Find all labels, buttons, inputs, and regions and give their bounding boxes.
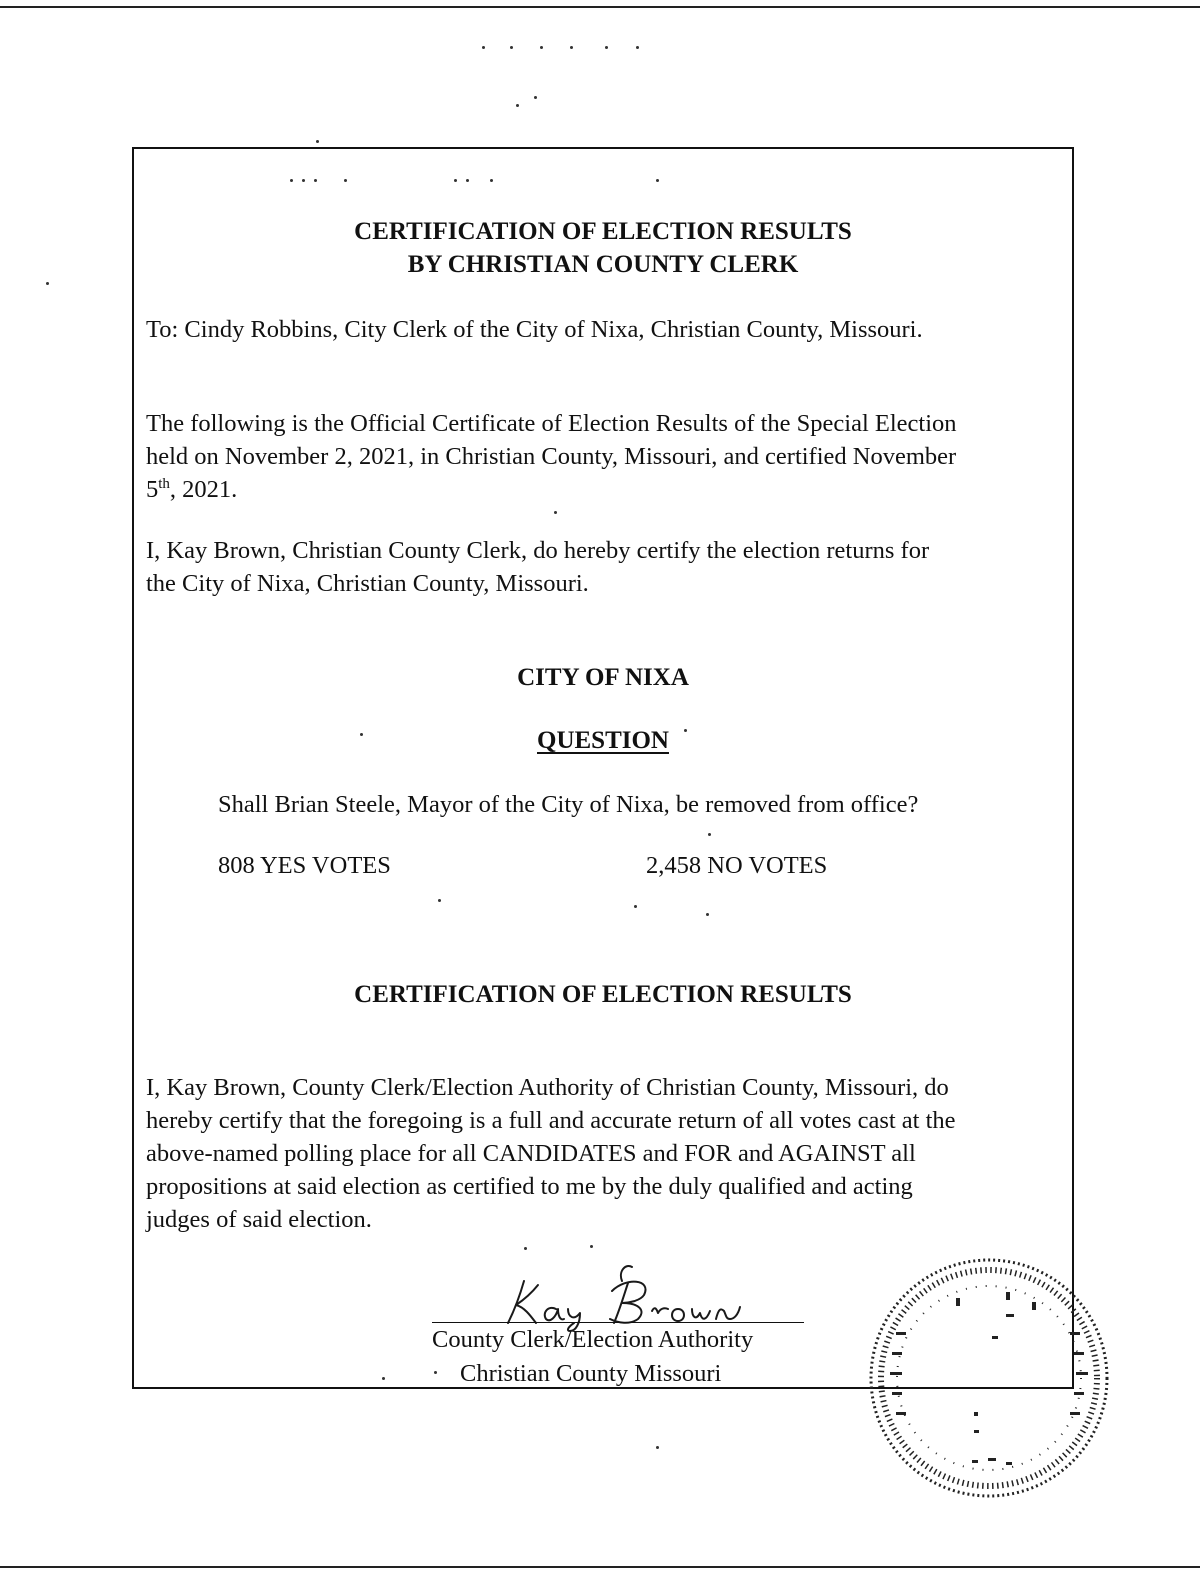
- scan-speck: [706, 913, 709, 916]
- certification-line: propositions at said election as certified to me by the duly qualified and acting: [146, 1173, 913, 1200]
- certificate-frame: [132, 147, 1074, 1389]
- no-votes: 2,458 NO VOTES: [646, 852, 828, 879]
- scan-speck: [46, 282, 49, 285]
- scan-speck: [510, 46, 513, 49]
- jurisdiction-heading: CITY OF NIXA: [517, 664, 689, 691]
- intro-line: [146, 473, 1061, 506]
- intro-line: The following is the Official Certificate of Election Results of the Special Election: [146, 410, 957, 437]
- certification-line: judges of said election.: [146, 1206, 372, 1233]
- scan-edge-bottom: [0, 1566, 1200, 1568]
- scan-speck: [490, 179, 493, 182]
- scan-speck: [634, 905, 637, 908]
- addressee-line: To: Cindy Robbins, City Clerk of the City of Nixa, Christian County, Missouri.: [146, 316, 923, 343]
- scan-speck: [482, 46, 485, 49]
- scan-speck: [636, 46, 639, 49]
- scan-speck: [656, 179, 659, 182]
- certification-line: hereby certify that the foregoing is a full and accurate return of all votes cast at the: [146, 1107, 956, 1134]
- scan-speck: [516, 104, 519, 107]
- scan-speck: [344, 179, 347, 182]
- scan-speck: [708, 833, 711, 836]
- scan-speck: [605, 46, 608, 49]
- intro-day-suffix: th: [158, 475, 170, 492]
- document-title-line1: CERTIFICATION OF ELECTION RESULTS: [354, 218, 852, 245]
- scan-speck: [360, 733, 363, 736]
- county-clerk-seal: [856, 1252, 1122, 1504]
- certify-returns-line: I, Kay Brown, Christian County Clerk, do hereby certify the election returns for: [146, 537, 930, 564]
- scan-speck: [590, 1245, 593, 1248]
- scan-speck: [382, 1377, 385, 1380]
- scan-speck: [302, 179, 305, 182]
- scan-speck: [554, 511, 557, 514]
- intro-year: , 2021.: [169, 476, 238, 503]
- question-text: Shall Brian Steele, Mayor of the City of Nixa, be removed from office?: [218, 791, 919, 818]
- scan-speck: [290, 179, 293, 182]
- scan-speck: [434, 1371, 437, 1374]
- scan-edge-top: [0, 6, 1200, 8]
- question-heading: QUESTION: [537, 727, 669, 754]
- certify-returns-line: the City of Nixa, Christian County, Missouri.: [146, 570, 589, 597]
- intro-day: 5: [146, 476, 159, 503]
- certification-heading: CERTIFICATION OF ELECTION RESULTS: [354, 981, 852, 1008]
- intro-line: held on November 2, 2021, in Christian County, Missouri, and certified November: [146, 443, 957, 470]
- scan-speck: [656, 1446, 659, 1449]
- scan-speck: [534, 96, 537, 99]
- scan-speck: [316, 140, 319, 143]
- scan-speck: [570, 46, 573, 49]
- document-title-line2: BY CHRISTIAN COUNTY CLERK: [407, 251, 799, 278]
- scan-speck: [454, 179, 457, 182]
- signature-caption-title: County Clerk/Election Authority: [432, 1326, 754, 1353]
- scan-speck: [540, 46, 543, 49]
- certification-line: I, Kay Brown, County Clerk/Election Authority of Christian County, Missouri, do: [146, 1074, 949, 1101]
- certification-line: above-named polling place for all CANDIDATES and FOR and AGAINST all: [146, 1140, 916, 1167]
- scan-speck: [524, 1247, 527, 1250]
- signature-line: [432, 1322, 804, 1323]
- scan-speck: [438, 899, 441, 902]
- yes-votes: 808 YES VOTES: [218, 852, 391, 879]
- scan-speck: [466, 179, 469, 182]
- scan-speck: [314, 179, 317, 182]
- signature-caption-county: Christian County Missouri: [460, 1360, 722, 1387]
- scan-speck: [684, 729, 687, 732]
